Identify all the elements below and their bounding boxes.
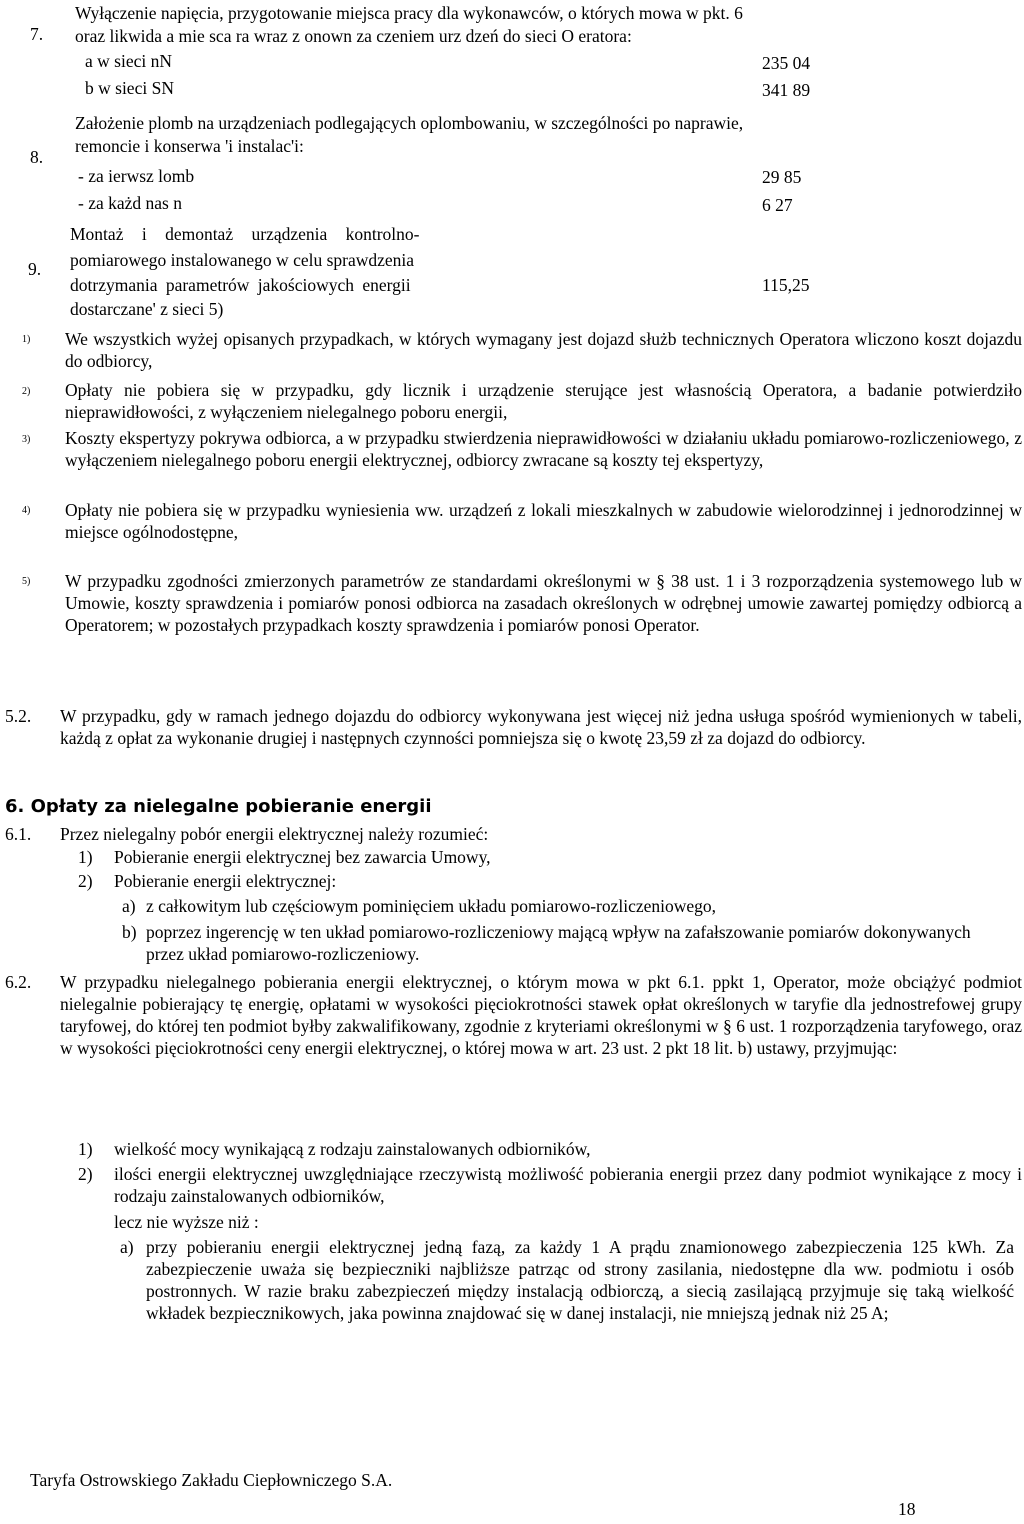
section-6-2-item-1: wielkość mocy wynikającą z rodzaju zainstalowanych odbiorników, (114, 1139, 591, 1159)
list-marker: 2) (78, 871, 93, 891)
row8-item-b-label: - za każd nas n (78, 193, 182, 213)
footnote-3: Koszty ekspertyzy pokrywa odbiorca, a w przypadku stwierdzenia nieprawidłowości w działaniu układu pomiarowo-rozliczeniowego, z wyłączeniem nielegalnego poboru energii elektrycznej, odbiorcy zwracane są koszty tej ekspertyzy, (65, 428, 1022, 470)
row8-item-b-price: 6 27 (762, 195, 793, 215)
row7-item-b-price: 341 89 (762, 80, 811, 100)
row9-price: 115,25 (762, 275, 810, 295)
section-6-1-text: Przez nielegalny pobór energii elektrycznej należy rozumieć: (60, 824, 489, 844)
section-6-2-number: 6.2. (5, 972, 32, 992)
row7-line2: oraz likwida a mie sca ra wraz z onown za czeniem urz dzeń do sieci O eratora: (75, 26, 632, 46)
row7-item-a-label: a w sieci nN (85, 51, 172, 71)
row8-item-a-price: 29 85 (762, 167, 802, 187)
row8-item-a-label: - za ierwsz lomb (78, 166, 195, 186)
footnote-2: Opłaty nie pobiera się w przypadku, gdy licznik i urządzenie sterujące jest własnością Operatora, a badanie potwierdziło nieprawidłowości, z wyłączeniem nielegalnego poboru energii, (65, 380, 1022, 422)
section-6-2-limit-intro: lecz nie wyższe niż : (114, 1212, 259, 1232)
section-6-1-item-1: Pobieranie energii elektrycznej bez zawarcia Umowy, (114, 847, 491, 867)
list-marker: 1) (78, 847, 93, 867)
footnote-mark: 1) (22, 334, 31, 345)
row8-line2: remoncie i konserwa 'i instalac'i: (75, 136, 304, 156)
row7-number: 7. (30, 24, 44, 44)
footnote-mark: 2) (22, 386, 31, 397)
row9-line1: Montaż i demontaż urządzenia kontrolno- (70, 224, 420, 244)
row7-item-a-price: 235 04 (762, 53, 811, 73)
footnote-4: Opłaty nie pobiera się w przypadku wyniesienia ww. urządzeń z lokali mieszkalnych w zabudowie wielorodzinnej i jednorodzinnej w miejsce ogólnodostępne, (65, 500, 1022, 542)
section-6-1-sub-b: poprzez ingerencję w ten układ pomiarowo-rozliczeniowy mającą wpływ na zafałszowanie pomiarów dokonywanych przez układ pomiarowo-rozliczeniowy. (146, 922, 971, 964)
row9-line4: dostarczane' z sieci 5) (70, 299, 224, 319)
list-marker: b) (122, 922, 137, 942)
list-marker: a) (122, 896, 136, 916)
footer-company: Taryfa Ostrowskiego Zakładu Ciepłowniczego S.A. (30, 1470, 393, 1490)
section-5-2-number: 5.2. (5, 706, 32, 726)
section-6-1-sub-a: z całkowitym lub częściowym pominięciem układu pomiarowo-rozliczeniowego, (146, 896, 717, 916)
list-marker: 2) (78, 1164, 93, 1184)
section-6-1-item-2: Pobieranie energii elektrycznej: (114, 871, 337, 891)
section-6-2-sub-a: przy pobieraniu energii elektrycznej jedną fazą, za każdy 1 A prądu znamionowego zabezpieczenia 125 kWh. Za zabezpieczenie uważa się bezpieczniki najbliższe patrząc od strony zasilania, niedostępne dla ww. podmiotu i osób postronnych. W razie braku zabezpieczeń między instalacją odbiorczą, a siecią zasilającą przyjmuje się taką wielkość wkładek bezpiecznikowych, jaka powinna znajdować się w danej instalacji, nie mniejszą jednak niż 25 A; (146, 1237, 1014, 1323)
section-6-2-item-2: ilości energii elektrycznej uwzględniające rzeczywistą możliwość pobierania energii przez dany podmiot wynikające z mocy i rodzaju zainstalowanych odbiorników, (114, 1164, 1022, 1206)
row9-number: 9. (28, 259, 42, 279)
row8-line1: Założenie plomb na urządzeniach podlegających oplombowaniu, w szczególności po naprawie, (75, 113, 744, 133)
section-6-2-text: W przypadku nielegalnego pobierania energii elektrycznej, o którym mowa w pkt 6.1. ppkt 1, Operator, może obciążyć podmiot nielegalnie pobierający tę energię, opłatami w wysokości pięciokrotności stawek opłat określonych w taryfie dla jednostrefowej grupy taryfowej, do której ten podmiot byłby zakwalifikowany, zgodnie z kryteriami określonymi w § 6 ust. 1 rozporządzenia taryfowego, oraz w wysokości pięciokrotności ceny energii elektrycznej, o której mowa w art. 23 ust. 2 pkt 18 lit. b) ustawy, przyjmując: (60, 972, 1022, 1058)
row9-line2: pomiarowego instalowanego w celu sprawdzenia (70, 250, 415, 270)
row7-item-b-label: b w sieci SN (85, 78, 174, 98)
footnote-mark: 3) (22, 434, 31, 445)
section-5-2-text: W przypadku, gdy w ramach jednego dojazdu do odbiorcy wykonywana jest więcej niż jedna usługa spośród wymienionych w tabeli, każdą z opłat za wykonanie drugiej i następnych czynności pomniejsza się o kwotę 23,59 zł za dojazd do odbiorcy. (60, 706, 1022, 748)
footnote-1: We wszystkich wyżej opisanych przypadkach, w których wymagany jest dojazd służb technicznych Operatora wliczono koszt dojazdu do odbiorcy, (65, 329, 1022, 371)
row8-number: 8. (30, 147, 44, 167)
section-6-1-number: 6.1. (5, 824, 32, 844)
row7-line1: Wyłączenie napięcia, przygotowanie miejsca pracy dla wykonawców, o których mowa w pkt. 6 (75, 3, 743, 23)
list-marker: 1) (78, 1139, 93, 1159)
footnote-5: W przypadku zgodności zmierzonych parametrów ze standardami określonymi w § 38 ust. 1 i 3 rozporządzenia systemowego lub w Umowie, koszty sprawdzenia i pomiarów ponosi odbiorca na zasadach określonych w odrębnej umowie zawartej pomiędzy odbiorcą a Operatorem; w pozostałych przypadkach koszty sprawdzenia i pomiarów ponosi Operator. (65, 571, 1022, 635)
page-number: 18 (898, 1499, 916, 1519)
section-6-heading: 6. Opłaty za nielegalne pobieranie energii (5, 796, 432, 817)
footnote-mark: 4) (22, 505, 31, 516)
list-marker: a) (120, 1237, 134, 1257)
row9-line3: dotrzymania parametrów jakościowych energii (70, 275, 411, 295)
footnote-mark: 5) (22, 576, 31, 587)
